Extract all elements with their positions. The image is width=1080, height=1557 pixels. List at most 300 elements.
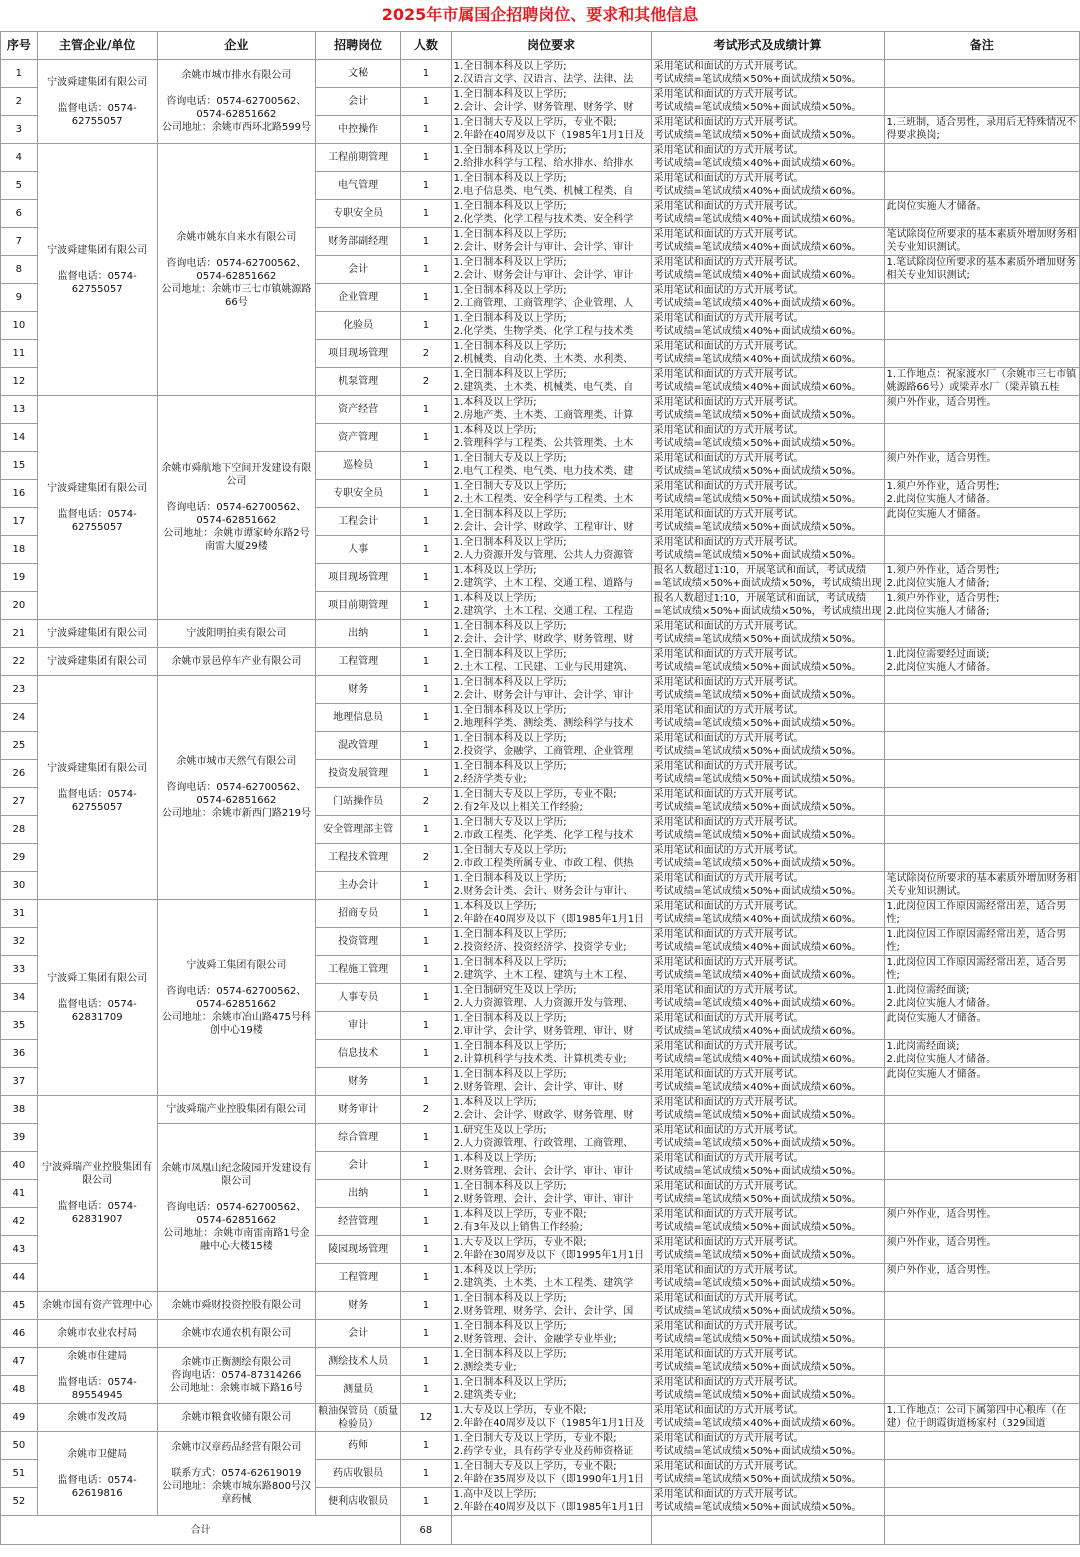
requirement-line: 2.工商管理、工商管理学、企业管理、人 (453, 298, 634, 309)
requirement-line: 1.高中及以上学历; (453, 1489, 537, 1500)
row-exam (651, 956, 884, 984)
requirement-line: 1.本科及以上学历; (453, 1097, 537, 1108)
table-row (1, 60, 1080, 88)
row-exam (651, 928, 884, 956)
row-seq: 27 (1, 788, 38, 816)
row-seq: 10 (1, 312, 38, 340)
row-exam (651, 312, 884, 340)
row-exam (651, 1124, 884, 1152)
exam-line: 考试成绩=笔试成绩×50%+面试成绩×50%。 (653, 1362, 862, 1373)
row-exam (651, 732, 884, 760)
row-seq: 32 (1, 928, 38, 956)
exam-line: 采用笔试和面试的方式开展考试。 (653, 761, 804, 772)
exam-line: 考试成绩=笔试成绩×40%+面试成绩×60%。 (653, 382, 862, 393)
requirement-line: 1.全日制本科及以上学历; (453, 677, 567, 688)
requirement-line: 1.全日制本科及以上学历; (453, 285, 567, 296)
row-requirements (451, 1012, 651, 1040)
row-post: 巡检员 (316, 452, 401, 480)
row-requirements (451, 1040, 651, 1068)
note-text: 笔试除岗位所要求的基本素质外增加财务相关专业知识测试。 (886, 229, 1077, 253)
requirement-line: 2.建筑类专业; (453, 1390, 517, 1401)
row-seq: 5 (1, 172, 38, 200)
requirement-line: 1.全日制大专及以上学历，专业不限; (453, 1461, 617, 1472)
row-post: 人事 (316, 536, 401, 564)
requirement-line: 2.汉语言文学、汉语言、法学、法律、法 (453, 74, 634, 85)
exam-line: 考试成绩=笔试成绩×40%+面试成绩×60%。 (653, 1082, 862, 1093)
row-count: 1 (401, 592, 451, 620)
row-seq: 46 (1, 1320, 38, 1348)
row-post: 文秘 (316, 60, 401, 88)
note-text: 1.此岗位因工作原因需经常出差，适合男性; (886, 929, 1067, 953)
row-count: 1 (401, 1180, 451, 1208)
row-seq: 48 (1, 1376, 38, 1404)
requirement-line: 2.会计、财务会计与审计、会计学、审计 (453, 270, 634, 281)
exam-line: 考试成绩=笔试成绩×50%+面试成绩×50%。 (653, 1166, 862, 1177)
row-note (884, 312, 1079, 340)
exam-line: 采用笔试和面试的方式开展考试。 (653, 1321, 804, 1332)
row-seq: 8 (1, 256, 38, 284)
row-requirements (451, 984, 651, 1012)
note-text: 此岗位实施人才储备。 (886, 201, 987, 212)
table-row (1, 144, 1080, 172)
note-text: 此岗位实施人才储备。 (886, 509, 987, 520)
table-row (1, 676, 1080, 704)
row-count: 1 (401, 1208, 451, 1236)
row-exam (651, 1460, 884, 1488)
supervisor-cell: 余姚市农业农村局 (37, 1320, 157, 1348)
requirement-line: 1.全日制本科及以上学历; (453, 957, 567, 968)
row-note (884, 676, 1079, 704)
row-requirements (451, 508, 651, 536)
row-exam (651, 1320, 884, 1348)
note-text: 此岗位实施人才储备。 (886, 1069, 987, 1080)
row-post: 药师 (316, 1432, 401, 1460)
row-seq: 3 (1, 116, 38, 144)
row-requirements (451, 1404, 651, 1432)
row-post: 会计 (316, 1152, 401, 1180)
row-note (884, 1208, 1079, 1236)
row-seq: 40 (1, 1152, 38, 1180)
requirement-line: 2.会计、会计学、财政学、工程审计、财 (453, 522, 634, 533)
row-post: 信息技术 (316, 1040, 401, 1068)
row-requirements (451, 844, 651, 872)
exam-line: 考试成绩=笔试成绩×40%+面试成绩×60%。 (653, 914, 862, 925)
exam-line: 考试成绩=笔试成绩×40%+面试成绩×60%。 (653, 354, 862, 365)
row-note (884, 1152, 1079, 1180)
requirement-line: 2.会计、财务会计与审计、会计学、审计 (453, 242, 634, 253)
row-seq: 2 (1, 88, 38, 116)
row-exam (651, 900, 884, 928)
requirement-line: 1.大专及以上学历，专业不限; (453, 1405, 587, 1416)
company-cell: 余姚市景邑停车产业有限公司 (157, 648, 316, 676)
table-row (1, 900, 1080, 928)
row-requirements (451, 1376, 651, 1404)
exam-line: 采用笔试和面试的方式开展考试。 (653, 285, 804, 296)
company-cell: 余姚市舜财投资控股有限公司 (157, 1292, 316, 1320)
requirement-line: 1.全日制大专及以上学历，专业不限; (453, 789, 617, 800)
row-exam (651, 284, 884, 312)
page-title: 2025年市属国企招聘岗位、要求和其他信息 (381, 5, 699, 24)
requirement-line: 2.年龄在40周岁及以下（1985年1月1日及 (453, 1418, 645, 1429)
exam-line: 采用笔试和面试的方式开展考试。 (653, 1013, 804, 1024)
row-count: 1 (401, 1460, 451, 1488)
row-note (884, 60, 1079, 88)
header-seq: 序号 (1, 32, 38, 60)
row-seq: 50 (1, 1432, 38, 1460)
supervisor-cell: 宁波舜建集团有限公司 监督电话：0574-62755057 (37, 144, 157, 396)
row-seq: 39 (1, 1124, 38, 1152)
exam-line: 采用笔试和面试的方式开展考试。 (653, 1265, 804, 1276)
exam-line: 采用笔试和面试的方式开展考试。 (653, 789, 804, 800)
requirement-line: 2.建筑学、土木工程、建筑与土木工程、 (453, 970, 634, 981)
note-text: 须户外作业，适合男性。 (886, 397, 997, 408)
row-exam (651, 228, 884, 256)
requirement-line: 2.年龄在35周岁及以下（即1990年1月1日 (453, 1474, 645, 1485)
row-note (884, 1432, 1079, 1460)
row-post: 工程施工管理 (316, 956, 401, 984)
row-count: 1 (401, 200, 451, 228)
note-text: 1.此岗需经面谈; 2.此岗位实施人才储备。 (886, 1041, 997, 1065)
requirement-line: 1.全日制本科及以上学历; (453, 1377, 567, 1388)
row-post: 审计 (316, 1012, 401, 1040)
exam-line: 采用笔试和面试的方式开展考试。 (653, 957, 804, 968)
exam-line: 考试成绩=笔试成绩×40%+面试成绩×60%。 (653, 998, 862, 1009)
table-body (1, 60, 1080, 1545)
row-note (884, 200, 1079, 228)
exam-line: 考试成绩=笔试成绩×50%+面试成绩×50%。 (653, 410, 862, 421)
row-requirements (451, 1068, 651, 1096)
exam-line: 考试成绩=笔试成绩×50%+面试成绩×50%。 (653, 1306, 862, 1317)
company-cell: 余姚市农通农机有限公司 (157, 1320, 316, 1348)
exam-line: 考试成绩=笔试成绩×50%+面试成绩×50%。 (653, 662, 862, 673)
row-post: 药店收银员 (316, 1460, 401, 1488)
exam-line: 采用笔试和面试的方式开展考试。 (653, 201, 804, 212)
row-seq: 47 (1, 1348, 38, 1376)
row-exam (651, 452, 884, 480)
row-note (884, 732, 1079, 760)
row-requirements (451, 200, 651, 228)
header-supervisor: 主管企业/单位 (37, 32, 157, 60)
exam-line: 采用笔试和面试的方式开展考试。 (653, 929, 804, 940)
row-requirements (451, 1432, 651, 1460)
row-exam (651, 648, 884, 676)
company-cell: 余姚市舜航地下空间开发建设有限公司 咨询电话：0574-62700562、0574-62851662 公司地址：余姚市谭家岭东路2号南雷大厦29楼 (157, 396, 316, 620)
requirement-line: 2.市政工程类所属专业、市政工程、供热 (453, 858, 634, 869)
row-post: 安全管理部主管 (316, 816, 401, 844)
requirement-line: 2.建筑学、土木工程、交通工程、道路与 (453, 578, 634, 589)
exam-line: 采用笔试和面试的方式开展考试。 (653, 1489, 804, 1500)
header-count: 人数 (401, 32, 451, 60)
row-post: 综合管理 (316, 1124, 401, 1152)
header-exam: 考试形式及成绩计算 (651, 32, 884, 60)
requirement-line: 2.土木工程类、安全科学与工程类、土木 (453, 494, 634, 505)
row-note (884, 116, 1079, 144)
row-post: 工程管理 (316, 1264, 401, 1292)
row-post: 项目前期管理 (316, 592, 401, 620)
supervisor-cell: 宁波舜瑞产业控股集团有限公司 监督电话：0574-62831907 (37, 1096, 157, 1292)
company-cell: 宁波舜瑞产业控股集团有限公司 (157, 1096, 316, 1124)
requirement-line: 2.审计学、会计学、财务管理、审计、财 (453, 1026, 634, 1037)
row-exam (651, 508, 884, 536)
requirement-line: 2.电子信息类、电气类、机械工程类、自 (453, 186, 634, 197)
row-count: 1 (401, 1292, 451, 1320)
row-seq: 41 (1, 1180, 38, 1208)
supervisor-cell: 宁波舜建集团有限公司 监督电话：0574-62755057 (37, 60, 157, 144)
company-cell: 余姚市城市排水有限公司 咨询电话：0574-62700562、0574-62851662 公司地址：余姚市西环北路599号 (157, 60, 316, 144)
row-count: 1 (401, 536, 451, 564)
row-note (884, 816, 1079, 844)
row-note (884, 1124, 1079, 1152)
row-count: 1 (401, 1124, 451, 1152)
row-post: 财务 (316, 676, 401, 704)
exam-line: =笔试成绩×50%+面试成绩×50%，考试成绩出现 (653, 606, 882, 617)
requirement-line: 1.全日制本科及以上学历; (453, 761, 567, 772)
requirement-line: 1.全日制本科及以上学历; (453, 929, 567, 940)
company-cell: 余姚市粮食收储有限公司 (157, 1404, 316, 1432)
requirement-line: 1.全日制本科及以上学历; (453, 61, 567, 72)
row-post: 电气管理 (316, 172, 401, 200)
requirement-line: 1.全日制本科及以上学历; (453, 1069, 567, 1080)
exam-line: 考试成绩=笔试成绩×50%+面试成绩×50%。 (653, 1474, 862, 1485)
supervisor-cell: 余姚市卫健局 监督电话：0574-62619816 (37, 1432, 157, 1516)
header-notes: 备注 (884, 32, 1079, 60)
row-requirements (451, 312, 651, 340)
row-requirements (451, 116, 651, 144)
exam-line: 考试成绩=笔试成绩×50%+面试成绩×50%。 (653, 550, 862, 561)
row-count: 1 (401, 1012, 451, 1040)
company-cell: 宁波阳明拍卖有限公司 (157, 620, 316, 648)
row-requirements (451, 256, 651, 284)
requirement-line: 1.本科及以上学历; (453, 901, 537, 912)
requirement-line: 1.全日制本科及以上学历; (453, 89, 567, 100)
row-post: 测绘技术人员 (316, 1348, 401, 1376)
requirement-line: 2.地理科学类、测绘类、测绘科学与技术 (453, 718, 634, 729)
note-text: 1.工作地点：祝家渡水厂（余姚市三七市镇姚源路66号）或梁弄水厂（梁弄镇五桂 (886, 369, 1077, 393)
row-note (884, 480, 1079, 508)
row-exam (651, 1012, 884, 1040)
row-note (884, 424, 1079, 452)
exam-line: 考试成绩=笔试成绩×50%+面试成绩×50%。 (653, 102, 862, 113)
row-exam (651, 1348, 884, 1376)
row-seq: 37 (1, 1068, 38, 1096)
row-exam (651, 564, 884, 592)
row-note (884, 704, 1079, 732)
exam-line: 采用笔试和面试的方式开展考试。 (653, 145, 804, 156)
exam-line: 采用笔试和面试的方式开展考试。 (653, 61, 804, 72)
row-note (884, 396, 1079, 424)
row-seq: 16 (1, 480, 38, 508)
row-seq: 36 (1, 1040, 38, 1068)
exam-line: 考试成绩=笔试成绩×40%+面试成绩×60%。 (653, 270, 862, 281)
requirement-line: 1.全日制本科及以上学历; (453, 1349, 567, 1360)
row-count: 1 (401, 620, 451, 648)
row-count: 2 (401, 368, 451, 396)
requirement-line: 2.房地产类、土木类、工商管理类、计算 (453, 410, 634, 421)
supervisor-cell: 宁波舜建集团有限公司 (37, 620, 157, 648)
row-requirements (451, 368, 651, 396)
row-count: 1 (401, 424, 451, 452)
row-requirements (451, 760, 651, 788)
row-exam (651, 1068, 884, 1096)
row-requirements (451, 592, 651, 620)
row-exam (651, 1236, 884, 1264)
exam-line: 采用笔试和面试的方式开展考试。 (653, 537, 804, 548)
requirement-line: 2.年龄在30周岁及以下（即1995年1月1日 (453, 1250, 645, 1261)
row-exam (651, 1152, 884, 1180)
requirement-line: 2.年龄在40周岁及以下（1985年1月1日及 (453, 130, 645, 141)
row-post: 项目现场管理 (316, 564, 401, 592)
exam-line: 考试成绩=笔试成绩×50%+面试成绩×50%。 (653, 494, 862, 505)
requirement-line: 1.本科及以上学历，专业不限; (453, 1209, 587, 1220)
requirement-line: 2.财务管理、会计、会计学、审计、审计 (453, 1166, 634, 1177)
requirement-line: 1.全日制本科及以上学历; (453, 1293, 567, 1304)
row-requirements (451, 452, 651, 480)
requirement-line: 1.全日制大专及以上学历; (453, 453, 567, 464)
requirement-line: 2.市政工程类、化学类、化学工程与技术 (453, 830, 634, 841)
exam-line: 考试成绩=笔试成绩×50%+面试成绩×50%。 (653, 1446, 862, 1457)
requirement-line: 2.有3年及以上销售工作经验; (453, 1222, 583, 1233)
row-seq: 21 (1, 620, 38, 648)
requirement-line: 2.建筑类、土木类、土木工程类、建筑学 (453, 1278, 634, 1289)
exam-line: =笔试成绩×50%+面试成绩×50%，考试成绩出现 (653, 578, 882, 589)
requirement-line: 1.全日制本科及以上学历; (453, 257, 567, 268)
row-count: 1 (401, 816, 451, 844)
requirement-line: 1.全日制本科及以上学历; (453, 621, 567, 632)
row-count: 2 (401, 340, 451, 368)
row-post: 混改管理 (316, 732, 401, 760)
row-post: 资产经营 (316, 396, 401, 424)
exam-line: 采用笔试和面试的方式开展考试。 (653, 257, 804, 268)
note-text: 1.笔试除岗位所要求的基本素质外增加财务相关专业知识测试; (886, 257, 1077, 281)
exam-line: 采用笔试和面试的方式开展考试。 (653, 1097, 804, 1108)
row-count: 1 (401, 228, 451, 256)
row-count: 1 (401, 1432, 451, 1460)
row-requirements (451, 1180, 651, 1208)
exam-line: 采用笔试和面试的方式开展考试。 (653, 453, 804, 464)
row-requirements (451, 564, 651, 592)
exam-line: 采用笔试和面试的方式开展考试。 (653, 1125, 804, 1136)
row-requirements (451, 1208, 651, 1236)
exam-line: 采用笔试和面试的方式开展考试。 (653, 313, 804, 324)
row-exam (651, 1404, 884, 1432)
requirement-line: 1.研究生及以上学历; (453, 1125, 547, 1136)
exam-line: 采用笔试和面试的方式开展考试。 (653, 117, 804, 128)
requirement-line: 2.人力资源管理、人力资源开发与管理、 (453, 998, 634, 1009)
row-seq: 34 (1, 984, 38, 1012)
row-requirements (451, 480, 651, 508)
note-text: 须户外作业，适合男性。 (886, 1237, 997, 1248)
table-row (1, 1096, 1080, 1124)
row-post: 专职安全员 (316, 480, 401, 508)
company-cell: 宁波舜工集团有限公司 咨询电话：0574-62700562、0574-62851662 公司地址：余姚市冶山路475号科创中心19楼 (157, 900, 316, 1096)
requirement-line: 1.全日制本科及以上学历; (453, 145, 567, 156)
row-requirements (451, 872, 651, 900)
exam-line: 考试成绩=笔试成绩×50%+面试成绩×50%。 (653, 74, 862, 85)
exam-line: 考试成绩=笔试成绩×50%+面试成绩×50%。 (653, 774, 862, 785)
row-exam (651, 1488, 884, 1516)
row-post: 工程技术管理 (316, 844, 401, 872)
row-note (884, 172, 1079, 200)
requirement-line: 1.全日制大专及以上学历，专业不限; (453, 1433, 617, 1444)
total-empty (651, 1516, 884, 1545)
exam-line: 采用笔试和面试的方式开展考试。 (653, 901, 804, 912)
row-count: 1 (401, 648, 451, 676)
requirement-line: 2.计算机科学与技术类、计算机类专业; (453, 1054, 627, 1065)
exam-line: 采用笔试和面试的方式开展考试。 (653, 1433, 804, 1444)
row-seq: 51 (1, 1460, 38, 1488)
exam-line: 采用笔试和面试的方式开展考试。 (653, 677, 804, 688)
exam-line: 考试成绩=笔试成绩×50%+面试成绩×50%。 (653, 858, 862, 869)
requirement-line: 2.会计、会计学、财政学、财务管理、财 (453, 1110, 634, 1121)
row-post: 主办会计 (316, 872, 401, 900)
row-seq: 29 (1, 844, 38, 872)
requirement-line: 1.全日制本科及以上学历; (453, 509, 567, 520)
row-exam (651, 368, 884, 396)
exam-line: 采用笔试和面试的方式开展考试。 (653, 369, 804, 380)
recruitment-table (0, 31, 1080, 1545)
row-count: 1 (401, 480, 451, 508)
row-requirements (451, 1152, 651, 1180)
requirement-line: 2.会计、会计学、财务管理、财务学、财 (453, 102, 634, 113)
row-requirements (451, 788, 651, 816)
company-cell: 余姚市凤凰山纪念陵园开发建设有限公司 咨询电话：0574-62700562、0574-62851662 公司地址：余姚市南雷南路1号金融中心大楼15楼 (157, 1124, 316, 1292)
row-exam (651, 340, 884, 368)
requirement-line: 1.全日制本科及以上学历; (453, 873, 567, 884)
requirement-line: 1.全日制大专及以上学历; (453, 845, 567, 856)
exam-line: 考试成绩=笔试成绩×50%+面试成绩×50%。 (653, 690, 862, 701)
requirement-line: 2.机械类、自动化类、土木类、水利类、 (453, 354, 634, 365)
row-post: 资产管理 (316, 424, 401, 452)
requirement-line: 2.财务管理、会计、会计学、审计、审计 (453, 1194, 634, 1205)
row-exam (651, 396, 884, 424)
exam-line: 考试成绩=笔试成绩×50%+面试成绩×50%。 (653, 1222, 862, 1233)
row-note (884, 1376, 1079, 1404)
row-count: 1 (401, 760, 451, 788)
row-post: 财务审计 (316, 1096, 401, 1124)
exam-line: 采用笔试和面试的方式开展考试。 (653, 649, 804, 660)
row-post: 财务部副经理 (316, 228, 401, 256)
row-note (884, 1404, 1079, 1432)
header-requirements: 岗位要求 (451, 32, 651, 60)
row-requirements (451, 676, 651, 704)
supervisor-cell: 余姚市国有资产管理中心 (37, 1292, 157, 1320)
requirement-line: 1.全日制本科及以上学历; (453, 229, 567, 240)
requirement-line: 1.本科及以上学历; (453, 565, 537, 576)
row-note (884, 984, 1079, 1012)
row-count: 1 (401, 1320, 451, 1348)
row-count: 1 (401, 60, 451, 88)
row-count: 1 (401, 928, 451, 956)
exam-line: 采用笔试和面试的方式开展考试。 (653, 89, 804, 100)
exam-line: 采用笔试和面试的方式开展考试。 (653, 1041, 804, 1052)
exam-line: 采用笔试和面试的方式开展考试。 (653, 509, 804, 520)
row-note (884, 88, 1079, 116)
requirement-line: 1.全日制本科及以上学历; (453, 369, 567, 380)
row-seq: 4 (1, 144, 38, 172)
requirement-line: 1.大专及以上学历，专业不限; (453, 1237, 587, 1248)
row-count: 1 (401, 508, 451, 536)
row-post: 财务 (316, 1292, 401, 1320)
row-requirements (451, 732, 651, 760)
row-count: 1 (401, 396, 451, 424)
row-seq: 33 (1, 956, 38, 984)
row-requirements (451, 956, 651, 984)
row-count: 1 (401, 900, 451, 928)
requirement-line: 1.全日制本科及以上学历; (453, 733, 567, 744)
exam-line: 考试成绩=笔试成绩×40%+面试成绩×60%。 (653, 1418, 862, 1429)
requirement-line: 1.全日制大专及以上学历; (453, 817, 567, 828)
exam-line: 考试成绩=笔试成绩×50%+面试成绩×50%。 (653, 1138, 862, 1149)
